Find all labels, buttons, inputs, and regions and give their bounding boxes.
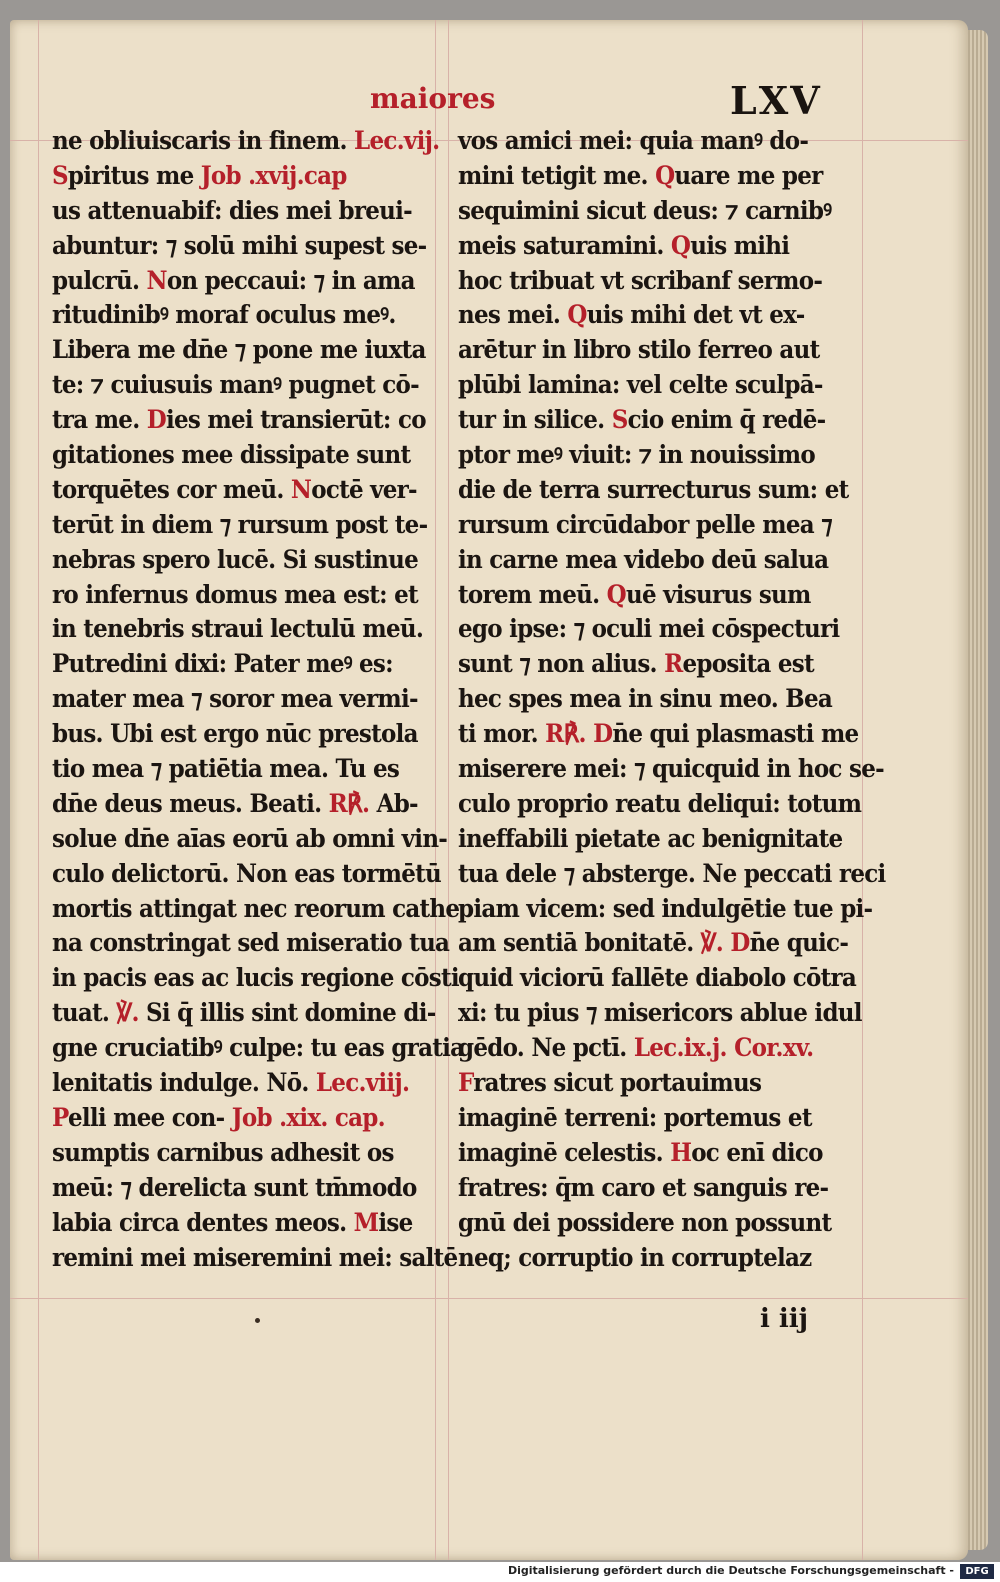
body-text: vos amici mei: quia manꝰ do- [458,126,809,155]
body-text: die de terra surrecturus sum: et [458,474,849,504]
text-line [458,508,832,543]
body-text: ineffabili pietate ac benignitate [458,823,843,853]
body-text: n̄e qui plasmasti me [612,719,859,749]
body-text: lenitatis indulge. Nō. [52,1068,316,1098]
body-text: miserere mei: ⁊ quicquid in hoc se- [458,754,884,784]
body-text: Ab- [369,788,418,818]
signature-mark: i iij [760,1304,809,1334]
body-text: torem meū. [458,579,607,609]
text-column-right [458,124,886,1275]
body-text: remini mei miseremini mei: saltē [52,1242,458,1272]
rubric-text: H [670,1137,692,1167]
body-text: arētur in libro stilo ferreo aut [458,335,820,365]
text-line [52,473,417,508]
body-text: ego ipse: ⁊ oculi mei cōspecturi [458,614,840,644]
body-text: in pacis eas ac lucis regione cōsti [52,963,459,993]
text-line [458,717,859,752]
body-text: uare me per [674,160,823,190]
text-line [52,961,459,996]
body-text: uis mihi det vt ex- [586,300,805,330]
body-text: n̄e quic- [749,928,849,958]
body-text: ritudinibꝰ moraf oculus meꝰ. [52,300,396,330]
body-text: gnū dei possidere non possunt [458,1207,832,1237]
text-line [52,647,402,682]
rubric-text: R [664,649,683,679]
text-line [52,857,442,892]
text-line [458,787,862,822]
body-text: sumptis carnibus adhesit os [52,1137,394,1167]
text-line [52,1171,417,1206]
body-text: ne obliuiscaris in finem. [52,126,355,155]
body-text: mater mea ⁊ soror mea vermi- [52,684,418,714]
text-line [52,926,450,961]
text-line [52,612,424,647]
rubric-text: N [146,265,167,295]
rubric-text: D [146,405,166,435]
body-text: hec spes mea in sinu meo. Bea [458,684,833,714]
rubric-text: P [52,1102,68,1132]
body-text: sequimini sicut deus: ⁊ carnibꝰ [458,195,832,225]
body-text: piam vicem: sed indulgētie tue pi- [458,893,873,923]
text-line [52,333,426,368]
rubric-text: D [593,719,613,749]
body-text: tua dele ⁊ absterge. Ne peccati reci [458,858,886,888]
text-line [458,1031,826,1066]
body-text: ies mei transierūt: co [165,405,426,435]
body-text: gēdo. Ne pctī. [458,1033,634,1063]
text-line [458,229,826,264]
text-line [458,822,843,857]
body-text: labia circa dentes meos. [52,1207,354,1237]
body-text: solue dn̄e aīas eorū ab omni vin- [52,823,448,853]
text-line [458,333,826,368]
text-line [52,892,460,927]
text-line [458,926,849,961]
body-text: na constringat sed miseratio tua [52,928,450,958]
text-line [52,508,428,543]
body-text: am sentiā bonitatē. [458,928,701,958]
text-line [52,159,402,194]
text-line [52,1241,458,1276]
text-line [52,578,418,613]
text-line [52,752,402,787]
text-line [52,717,418,752]
text-line [458,1066,826,1101]
rubric-text: Lec.viij. [315,1068,410,1098]
rubric-text: R℟. [328,788,370,818]
margin-rule-left-inner [435,20,436,1560]
text-line [458,961,857,996]
text-line [52,1031,465,1066]
text-line [52,543,419,578]
body-text: ro infernus domus mea est: et [52,579,418,609]
body-text: pulcrū. [52,265,147,295]
body-text: torquētes cor meū. [52,474,291,504]
body-text: ti mor. [458,719,546,749]
body-text: piritus me [67,160,194,190]
body-text: terūt in diem ⁊ rursum post te- [52,509,428,539]
text-line [52,1206,413,1241]
body-text: meū: ⁊ derelicta sunt tm̄modo [52,1172,417,1202]
body-text: us attenuabif: dies mei breui- [52,195,412,225]
body-text: on peccaui: ⁊ in ama [166,265,415,295]
body-text: fratres: q̄m caro et sanguis re- [458,1172,829,1202]
body-text: eposita est [682,649,814,679]
body-text: ise [378,1207,413,1237]
text-line [458,159,826,194]
text-line [458,194,832,229]
body-text: octē ver- [311,474,417,504]
folio-number: LXV [730,78,822,123]
margin-rule-left [38,20,39,1560]
body-text: imaginē celestis. [458,1137,671,1167]
text-line [458,264,826,299]
text-line [458,857,886,892]
body-text [586,719,593,748]
text-line [52,438,411,473]
margin-rule-right [862,20,863,1560]
rubric-text: ℣. [116,998,139,1028]
rubric-text: Q [567,300,587,330]
body-text: tuat. [52,998,117,1028]
body-text: ratres sicut portauimus [473,1068,762,1098]
body-text: nes mei. [458,300,568,330]
body-text: neq; corruptio in corruptelaz [458,1242,812,1272]
body-text: abuntur: ⁊ solū mihi supest se- [52,230,427,260]
rubric-text: D [730,928,750,958]
text-line [52,368,419,403]
text-line [52,124,440,159]
text-line [458,1241,826,1276]
body-text: tra me. [52,405,147,435]
body-text: te: ⁊ cuiusuis manꝰ pugnet cō- [52,370,419,400]
text-line [52,194,412,229]
body-text: in tenebris straui lectulū meū. [52,614,424,644]
body-text: uē visurus sum [625,579,811,609]
body-text: quid viciorū fallēte diabolo cōtra [458,963,857,993]
text-line [458,1171,829,1206]
body-text: dn̄e deus meus. Beati. [52,788,329,818]
body-text: xi: tu pius ⁊ misericors ablue idul [458,998,862,1028]
rubric-text: Lec.ix.j. Cor.xv. [633,1033,814,1063]
rubric-text: R℟. [545,719,586,749]
dfg-logo-icon: DFG [960,1564,994,1579]
body-text: gne cruciatibꝰ culpe: tu eas gratia [52,1033,465,1063]
text-line [458,752,884,787]
body-text: imaginē terreni: portemus et [458,1102,812,1132]
body-text: tio mea ⁊ patiētia mea. Tu es [52,754,400,784]
margin-rule-center [448,20,449,1560]
rubric-text: Q [655,160,675,190]
text-line [458,682,833,717]
text-line [458,368,826,403]
body-text: mini tetigit me. [458,160,656,190]
text-line [52,996,436,1031]
text-line [458,1206,832,1241]
body-text: cio enim q̄ redē- [627,405,826,435]
body-text: culo delictorū. Non eas tormētū [52,858,442,888]
funding-credit: Digitalisierung gefördert durch die Deutsche Forschungsgemeinschaft - [507,1564,954,1577]
text-line [458,403,826,438]
text-line [458,124,826,159]
text-line [458,647,826,682]
body-text: meis saturamini. [458,230,671,260]
text-line [52,403,426,438]
body-text: bus. Ubi est ergo nūc prestola [52,719,418,749]
rubric-text: F [458,1068,474,1098]
text-line [52,822,448,857]
text-line [52,682,418,717]
body-text: elli mee con- [67,1102,225,1132]
body-text: rursum circūdabor pelle mea ⁊ [458,509,832,539]
text-line [458,892,873,927]
rubric-text: Lec.vij. [354,126,440,155]
body-text: Libera me dn̄e ⁊ pone me iuxta [52,335,426,365]
rubric-text: S [611,405,628,435]
body-text: culo proprio reatu deliqui: totum [458,788,862,818]
text-column-left [52,124,465,1275]
body-text: Putredini dixi: Pater meꝰ es: [52,649,393,679]
text-line [52,264,415,299]
body-text: in carne mea videbo deū salua [458,544,829,574]
body-text: ptor meꝰ viuit: ⁊ in nouissimo [458,440,816,470]
text-line [52,298,402,333]
text-line [458,473,849,508]
rubric-text: ℣. [700,928,724,958]
text-line [458,543,829,578]
text-line [52,1136,402,1171]
text-line [458,1136,826,1171]
body-text: Si q̄ illis sint domine di- [138,998,436,1028]
text-line [458,298,826,333]
rubric-text: N [290,474,312,504]
text-line [458,438,826,473]
rubric-text: Q [670,230,691,260]
body-text: nebras spero lucē. Si sustinue [52,544,419,574]
body-text: hoc tribuat vt scribanf sermo- [458,265,823,295]
text-line [52,229,427,264]
text-line [458,996,862,1031]
text-line [458,1101,826,1136]
text-line [458,578,826,613]
body-text: sunt ⁊ non alius. [458,649,665,679]
text-line [458,612,840,647]
footer-bar [0,1562,1000,1582]
body-text: tur in silice. [458,405,612,435]
text-line [52,1066,410,1101]
running-title: maiores [370,82,496,115]
body-text [723,928,730,957]
body-text: plūbi lamina: vel celte sculpā- [458,370,823,400]
body-text: uis mihi [690,230,790,260]
body-text: mortis attingat nec reorum cathe [52,893,460,923]
body-text: gitationes mee dissipate sunt [52,440,411,470]
rubric-text: Q [606,579,626,609]
rubric-text: M [353,1207,379,1237]
text-line [52,1101,402,1136]
ink-dot [255,1318,260,1323]
margin-rule-bottom [10,1298,968,1299]
text-line [52,787,418,822]
rubric-text: S [52,160,68,190]
rubric-text: Job .xvij.cap [193,160,347,190]
rubric-text: Job .xix. cap. [224,1102,385,1132]
body-text: oc enī dico [691,1137,823,1167]
